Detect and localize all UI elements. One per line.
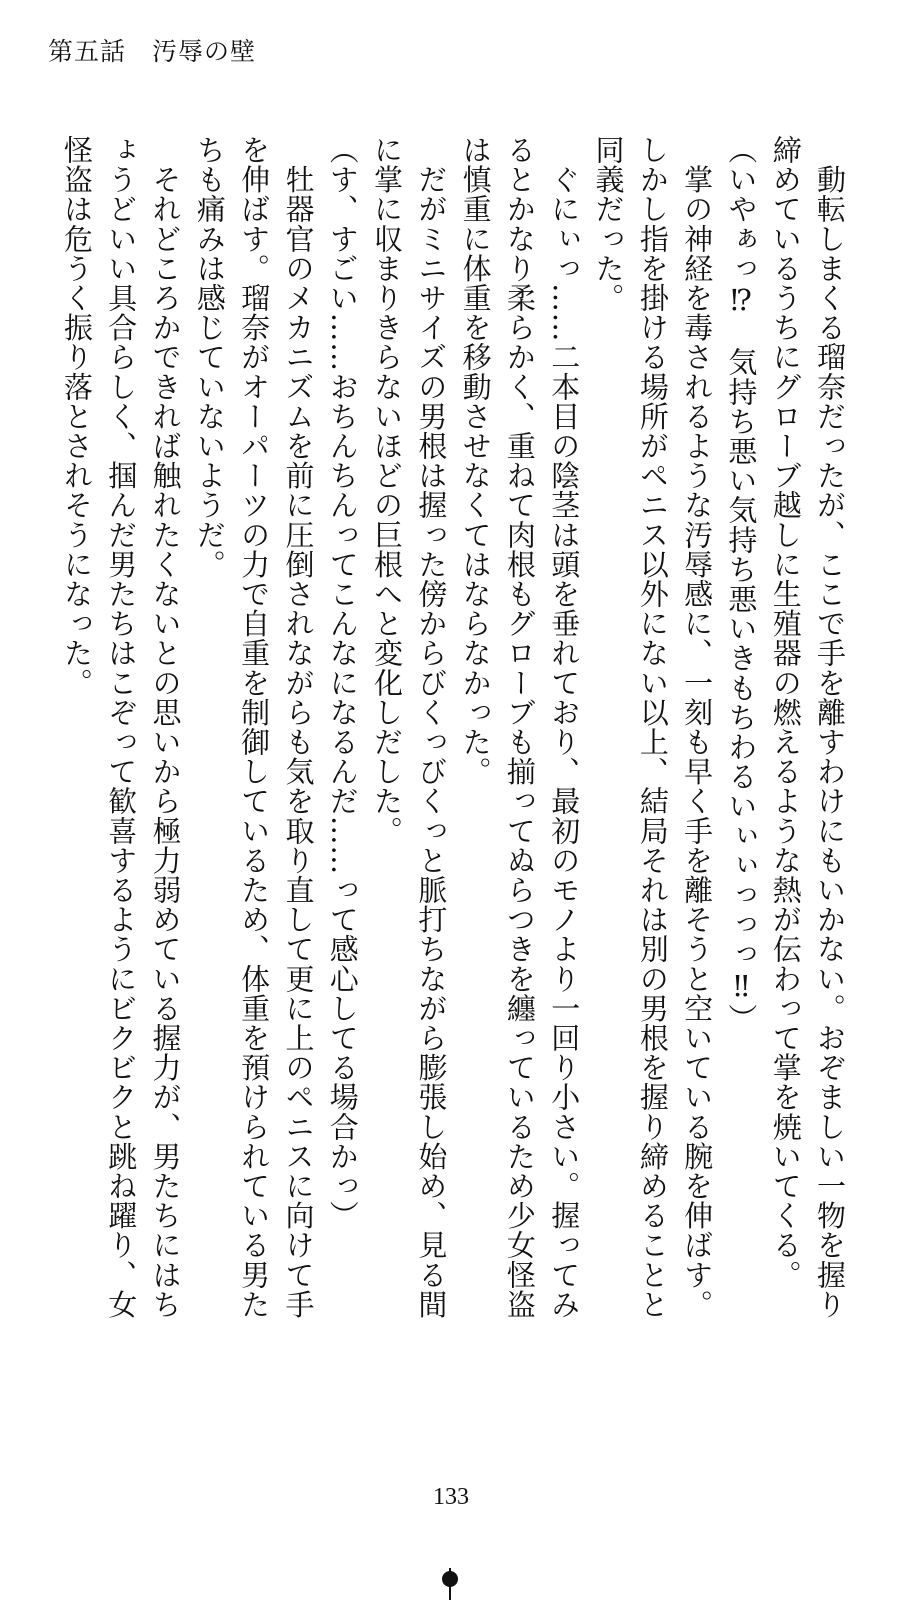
text-line: に掌に収まりきらないほどの巨根へと変化しだした。 bbox=[370, 135, 405, 846]
text-line: 動転しまくる瑠奈だったが、ここで手を離すわけにもいかない。おぞましい一物を握り bbox=[813, 135, 847, 1319]
text-line: ぐにぃっ……二本目の陰茎は頭を垂れており、最初のモノより一回り小さい。握ってみ bbox=[547, 135, 582, 1319]
text-line: （す、すごい……おちんちんってこんなになるんだ……って感心してる場合かっ） bbox=[325, 135, 360, 1231]
text-line: しかし指を掛ける場所がペニス以外にない以上、結局それは別の男根を握り締めることと bbox=[635, 135, 670, 1319]
text-line: だがミニサイズの男根は握った傍からびくっびくっと脈打ちながら膨張し始め、見る間 bbox=[414, 135, 449, 1319]
text-line: 締めているうちにグローブ越しに生殖器の燃えるような熱が伝わって掌を焼いてくる。 bbox=[768, 135, 803, 1290]
text-line: は慎重に体重を移動させなくてはならなかった。 bbox=[458, 135, 493, 787]
chapter-header: 第五話 汚辱の壁 bbox=[48, 37, 257, 66]
text-line: るとかなり柔らかく、重ねて肉根もグローブも揃ってぬらつきを纏っているため少女怪盗 bbox=[502, 135, 537, 1319]
text-line: 掌の神経を毒されるような汚辱感に、一刻も早く手を離そうと空いている腕を伸ばす。 bbox=[680, 135, 715, 1319]
vertical-text-body bbox=[52, 135, 852, 1455]
text-line: それどころかできれば触れたくないとの思いから極力弱めている握力が、男たちにはち bbox=[148, 135, 183, 1319]
page-marker-dot-icon bbox=[442, 1571, 458, 1587]
text-line: ょうどいい具合らしく、掴んだ男たちはこぞって歓喜するようにビクビクと跳ね躍り、女 bbox=[104, 135, 139, 1319]
page-number: 133 bbox=[433, 1484, 469, 1510]
text-line: ちも痛みは感じていないようだ。 bbox=[192, 135, 227, 579]
text-line: 怪盗は危うく振り落とされそうになった。 bbox=[59, 135, 94, 698]
text-line: 同義だった。 bbox=[591, 135, 626, 313]
text-line: 牡器官のメカニズムを前に圧倒されながらも気を取り直して更に上のペニスに向けて手 bbox=[281, 135, 316, 1319]
text-line: を伸ばす。瑠奈がオーパーツの力で自重を制御しているため、体重を預けられている男た bbox=[237, 135, 272, 1319]
text-line: （いやぁっ⁉ 気持ち悪い気持ち悪いきもちわるいぃぃっっっ‼） bbox=[724, 135, 759, 1033]
